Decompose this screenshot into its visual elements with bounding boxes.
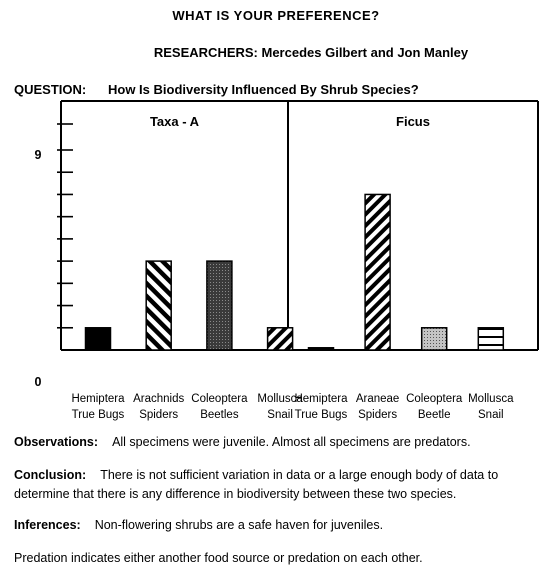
inferences-text: Non-flowering shrubs are a safe haven for juveniles. — [94, 518, 384, 532]
x-tick-label-line1: Coleoptera — [191, 393, 248, 405]
x-tick-label-line2: Beetles — [200, 409, 239, 421]
bar-0-0 — [86, 328, 111, 350]
conclusion-text: There is not sufficient variation in data or a large enough body of data to determine that there is any difference in biodiversity between these two species. — [14, 468, 499, 501]
chart-bars — [86, 194, 504, 350]
x-tick-label-line1: Hemiptera — [294, 393, 348, 405]
x-tick-label-line1: Arachnids — [133, 393, 185, 405]
x-tick-label-line2: Spiders — [358, 409, 398, 421]
bar-0-1 — [146, 261, 171, 350]
x-tick-label-line1: Coleoptera — [406, 393, 463, 405]
bar-1-0 — [309, 348, 334, 350]
bar-0-3 — [268, 328, 293, 350]
x-tick-label-line1: Mollusca — [468, 393, 514, 405]
x-tick-label-line2: True Bugs — [71, 409, 125, 421]
conclusion-paragraph — [14, 466, 544, 504]
panel-title: Ficus — [396, 114, 430, 129]
researchers-line: RESEARCHERS: Mercedes Gilbert and Jon Manley — [153, 45, 469, 60]
x-tick-label-line1: Mollusca — [257, 393, 303, 405]
chart-labels — [35, 114, 515, 421]
x-tick-label-line2: True Bugs — [294, 409, 348, 421]
chart-frame — [57, 101, 538, 350]
x-tick-label-line2: Spiders — [139, 409, 179, 421]
page-title: WHAT IS YOUR PREFERENCE? — [172, 8, 380, 23]
question-label: QUESTION: — [14, 82, 87, 97]
y-tick-label-0: 0 — [34, 375, 42, 389]
y-tick-label-9: 9 — [34, 148, 42, 162]
inferences-paragraph — [14, 516, 544, 535]
panel-title: Taxa - A — [149, 114, 200, 129]
predation-paragraph: Predation indicates either another food source or predation on each other. — [14, 551, 423, 565]
x-tick-label-line1: Hemiptera — [71, 393, 125, 405]
bar-1-3 — [478, 328, 503, 350]
observations-paragraph — [14, 433, 544, 452]
question-text: How Is Biodiversity Influenced By Shrub Species? — [108, 82, 419, 97]
conclusion-label: Conclusion: — [14, 468, 87, 482]
inferences-label: Inferences: — [14, 518, 81, 532]
bar-1-1 — [365, 194, 390, 350]
x-tick-label-line1: Araneae — [355, 393, 400, 405]
x-tick-label-line2: Snail — [478, 409, 504, 421]
x-tick-label-line2: Snail — [267, 409, 293, 421]
x-tick-label-line2: Beetle — [417, 409, 451, 421]
bar-0-2 — [207, 261, 232, 350]
observations-text: All specimens were juvenile. Almost all specimens are predators. — [112, 435, 471, 449]
bar-1-2 — [422, 328, 447, 350]
observations-label: Observations: — [14, 435, 99, 449]
